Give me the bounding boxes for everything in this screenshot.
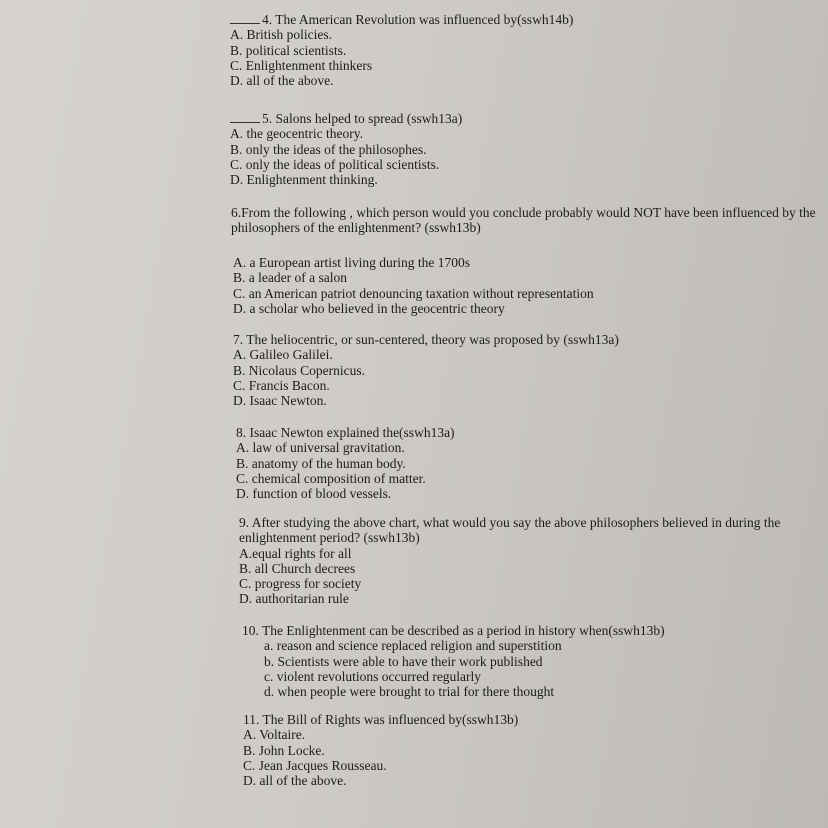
option-a: A. the geocentric theory. xyxy=(230,126,363,142)
option-b: B. anatomy of the human body. xyxy=(236,455,406,471)
option-b: B. Nicolaus Copernicus. xyxy=(233,362,365,378)
option-c: C. chemical composition of matter. xyxy=(236,470,426,486)
option-d: D. Isaac Newton. xyxy=(233,393,327,409)
option-a: A. a European artist living during the 1700s xyxy=(233,255,470,270)
question-7 xyxy=(233,332,619,408)
option-d: D. function of blood vessels. xyxy=(236,486,392,502)
question-stem: 10. The Enlightenment can be described as a period in history when(sswh13b) xyxy=(242,623,665,638)
question-stem: 7. The heliocentric, or sun-centered, theory was proposed by (sswh13a) xyxy=(233,332,619,347)
question-stem-continued: philosophers of the enlightenment? (sswh13b) xyxy=(231,220,481,236)
question-stem: 8. Isaac Newton explained the(sswh13a) xyxy=(236,425,455,440)
option-d: D. a scholar who believed in the geocentric theory xyxy=(233,300,505,316)
question-stem: 6.From the following , which person would you conclude probably would NOT have been influenced by the xyxy=(231,205,816,220)
option-a: A. Voltaire. xyxy=(243,727,306,743)
option-c: c. violent revolutions occurred regularly xyxy=(264,668,482,684)
question-stem: 9. After studying the above chart, what would you say the above philosophers believed in during the xyxy=(239,515,781,530)
question-8 xyxy=(236,425,455,501)
option-b: b. Scientists were able to have their work published xyxy=(264,653,543,669)
option-a: A.equal rights for all xyxy=(239,545,352,561)
question-4 xyxy=(230,12,573,88)
option-c: C. Jean Jacques Rousseau. xyxy=(243,757,387,773)
option-d: D. all of the above. xyxy=(230,73,334,89)
option-b: B. only the ideas of the philosophes. xyxy=(230,141,427,157)
option-a: a. reason and science replaced religion and superstition xyxy=(264,638,562,654)
option-d: D. Enlightenment thinking. xyxy=(230,172,378,188)
option-b: B. a leader of a salon xyxy=(233,270,347,286)
option-c: C. an American patriot denouncing taxation without representation xyxy=(233,285,594,301)
option-c: C. progress for society xyxy=(239,576,362,592)
option-c: C. Enlightenment thinkers xyxy=(230,57,373,73)
question-6-options xyxy=(233,255,594,316)
question-9 xyxy=(239,515,780,607)
option-d: D. authoritarian rule xyxy=(239,591,349,607)
option-b: B. political scientists. xyxy=(230,42,347,58)
question-11 xyxy=(243,712,518,788)
option-c: C. only the ideas of political scientists. xyxy=(230,156,440,172)
question-5 xyxy=(230,111,462,187)
answer-blank[interactable] xyxy=(230,122,260,123)
option-a: A. British policies. xyxy=(230,27,332,43)
option-c: C. Francis Bacon. xyxy=(233,377,330,393)
question-stem: 4. The American Revolution was influenced by(sswh14b) xyxy=(262,12,574,27)
option-a: A. law of universal gravitation. xyxy=(236,440,405,456)
answer-blank[interactable] xyxy=(230,23,260,24)
question-stem: 5. Salons helped to spread (sswh13a) xyxy=(262,111,463,126)
option-d: D. all of the above. xyxy=(243,773,347,789)
option-b: B. John Locke. xyxy=(243,742,325,758)
option-b: B. all Church decrees xyxy=(239,560,356,576)
question-stem: 11. The Bill of Rights was influenced by(sswh13b) xyxy=(243,712,519,727)
question-10 xyxy=(242,623,665,699)
option-a: A. Galileo Galilei. xyxy=(233,347,333,363)
question-6 xyxy=(231,205,816,236)
option-d: d. when people were brought to trial for there thought xyxy=(264,684,555,700)
question-stem-continued: enlightenment period? (sswh13b) xyxy=(239,530,420,546)
